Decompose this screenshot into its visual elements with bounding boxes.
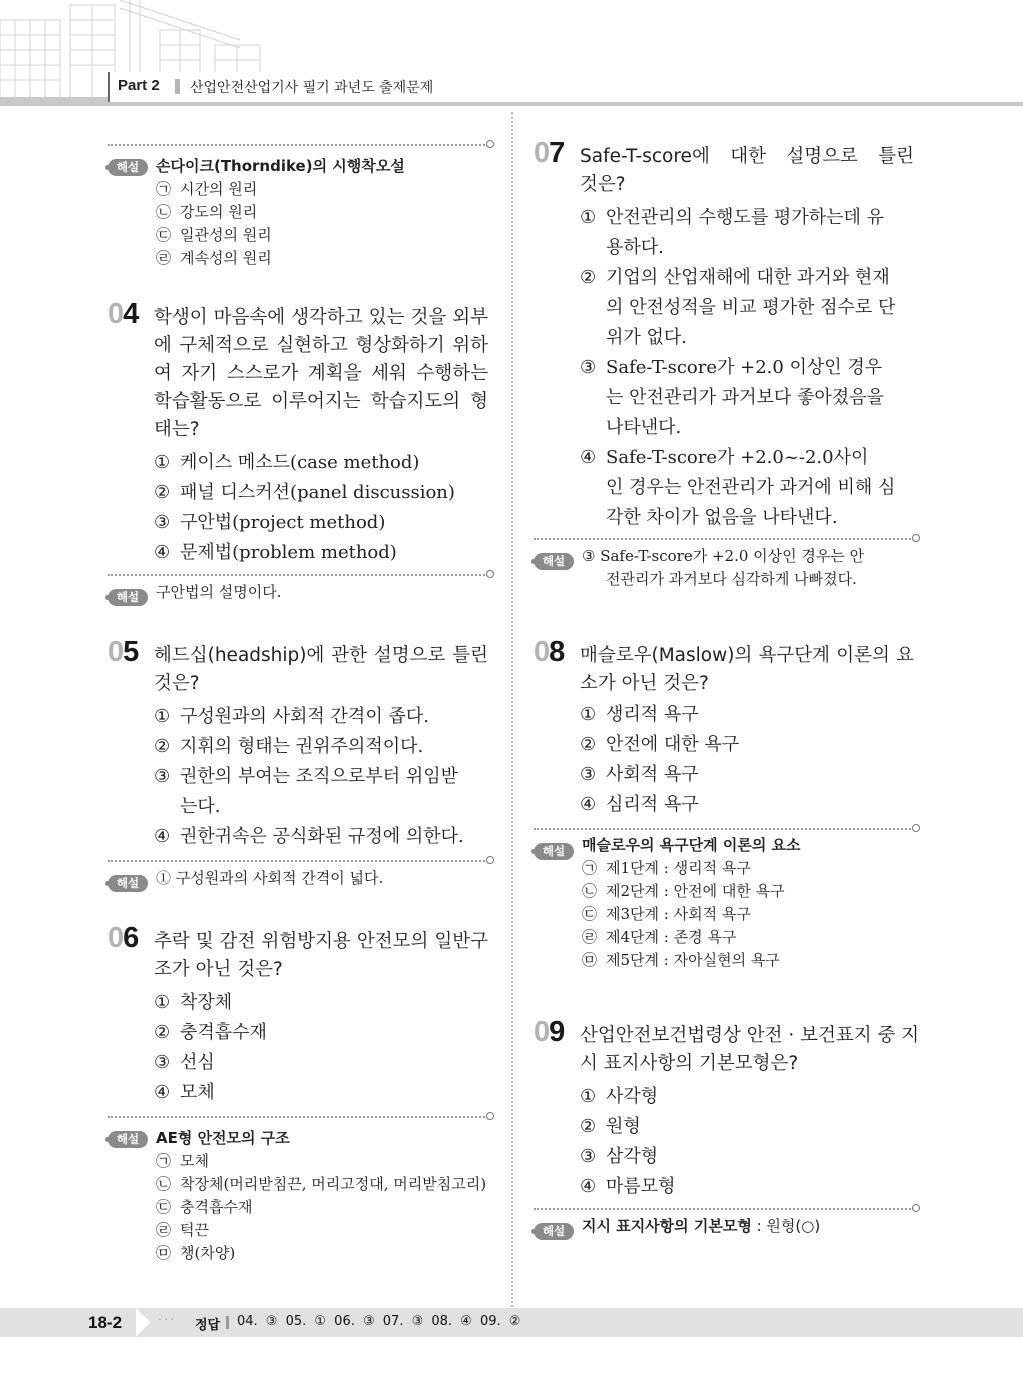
option-4[interactable]: ④ 심리적 욕구	[580, 794, 699, 815]
option-4[interactable]: ④ 문제법(problem method)	[154, 542, 397, 563]
option-4[interactable]: ④ 모체	[154, 1082, 215, 1103]
explanation-item: ㉡ 강도의 원리	[156, 203, 258, 221]
option-3[interactable]: ③ 구안법(project method)	[154, 512, 386, 533]
explanation-item: ㉤ 챙(차양)	[156, 1244, 236, 1262]
question-number: 07	[534, 137, 565, 169]
dotted-rule	[534, 828, 914, 830]
page-number: 18-2	[88, 1313, 123, 1332]
question-number: 08	[534, 636, 565, 668]
footer-dots-icon: ···	[158, 1313, 177, 1328]
running-header	[108, 72, 1023, 102]
option-1[interactable]: ① 사각형	[580, 1086, 659, 1107]
question-number: 09	[534, 1016, 565, 1048]
option-3[interactable]: ③ 사회적 욕구	[580, 764, 699, 785]
dotted-rule	[108, 1116, 488, 1118]
explanation-item: ㉠ 제1단계 : 생리적 욕구	[582, 859, 751, 877]
question-stem: 학생이 마음속에 생각하고 있는 것을 외부 에 구체적으로 실현하고 형상화하기 위하 여 자기 스스로가 계획을 세워 수행하는 학습활동으로 이루어지는 학습지도의 형 태는?	[154, 307, 488, 440]
explanation-item: ㉢ 충격흡수재	[156, 1198, 253, 1216]
explanation-badge: 해설	[534, 553, 574, 570]
explanation-text: 전관리가 과거보다 심각하게 나빠졌다.	[606, 570, 857, 588]
option-3[interactable]: ③ 삼각형	[580, 1146, 659, 1167]
explanation-text: ① 구성원과의 사회적 간격이 넓다.	[156, 869, 384, 887]
explanation-item: ㉢ 일관성의 원리	[156, 226, 272, 244]
option-3[interactable]: ③ 선심	[154, 1052, 215, 1073]
explanation-item: ㉡ 제2단계 : 안전에 대한 욕구	[582, 882, 785, 900]
option-list	[580, 1082, 676, 1202]
question-number: 04	[108, 298, 139, 330]
option-3[interactable]: ③ 권한의 부여는 조직으로부터 위임받 는다.	[154, 766, 458, 817]
header-separator	[175, 79, 180, 94]
option-1[interactable]: ① 구성원과의 사회적 간격이 좁다.	[154, 706, 429, 727]
explanation-item: ㉠ 시간의 원리	[156, 180, 258, 198]
question-stem: 산업안전보건법령상 안전 · 보건표지 중 지 시 표지사항의 기본모형은?	[580, 1025, 920, 1074]
column-divider	[511, 112, 513, 1307]
dotted-rule	[108, 144, 488, 146]
option-2[interactable]: ② 패널 디스커션(panel discussion)	[154, 482, 455, 503]
option-4[interactable]: ④ 마름모형	[580, 1176, 676, 1197]
explanation-text: 구안법의 설명이다.	[156, 583, 282, 601]
explanation-item: ㉢ 제3단계 : 사회적 욕구	[582, 905, 751, 923]
explanation-item: ㉠ 모체	[156, 1152, 209, 1170]
explanation-item: ㉣ 계속성의 원리	[156, 249, 272, 267]
question-number: 05	[108, 636, 139, 668]
option-4[interactable]: ④ 권한귀속은 공식화된 규정에 의한다.	[154, 826, 464, 847]
explanation-item: ㉤ 제5단계 : 자아실현의 욕구	[582, 951, 780, 969]
question-stem: 헤드십(headship)에 관한 설명으로 틀린 것은?	[154, 645, 488, 694]
question-stem: 매슬로우(Maslow)의 욕구단계 이론의 요 소가 아닌 것은?	[580, 645, 914, 694]
dotted-rule	[534, 1208, 914, 1210]
option-list	[154, 988, 267, 1108]
option-2[interactable]: ② 원형	[580, 1116, 641, 1137]
answer-key-label: 정답	[195, 1318, 221, 1333]
explanation-badge: 해설	[108, 159, 148, 176]
explanation-badge: 해설	[108, 875, 148, 892]
explanation-text: 지시 표지사항의 기본모형 : 원형(○)	[582, 1217, 821, 1235]
option-1[interactable]: ① 착장체	[154, 992, 233, 1013]
dotted-rule	[108, 860, 488, 862]
explanation-title: 매슬로우의 욕구단계 이론의 요소	[582, 836, 801, 854]
option-1[interactable]: ① 안전관리의 수행도를 평가하는데 유 용하다.	[580, 207, 884, 258]
option-list	[580, 700, 739, 820]
option-list	[580, 203, 914, 533]
option-3[interactable]: ③ Safe-T-score가 +2.0 이상인 경우 는 안전관리가 과거보다 좋아졌음을 나타낸다.	[580, 357, 884, 438]
explanation-title: 손다이크(Thorndike)의 시행착오설	[156, 157, 405, 175]
explanation-badge: 해설	[108, 1131, 148, 1148]
dotted-rule	[534, 538, 914, 540]
footer-arrow-icon	[136, 1308, 150, 1337]
explanation-item: ㉣ 턱끈	[156, 1221, 209, 1239]
option-2[interactable]: ② 안전에 대한 욕구	[580, 734, 740, 755]
header-book-title: 산업안전산업기사 필기 과년도 출제문제	[190, 80, 434, 96]
option-1[interactable]: ① 케이스 메소드(case method)	[154, 452, 420, 473]
explanation-item: ㉣ 제4단계 : 존경 욕구	[582, 928, 737, 946]
option-4[interactable]: ④ Safe-T-score가 +2.0~-2.0사이 인 경우는 안전관리가 과거에 비해 심 각한 차이가 없음을 나타낸다.	[580, 447, 896, 528]
answer-key: 04. ③ 05. ① 06. ③ 07. ③ 08. ④ 09. ②	[237, 1314, 521, 1329]
option-list	[154, 702, 464, 852]
question-stem: 추락 및 감전 위험방지용 안전모의 일반구 조가 아닌 것은?	[154, 931, 488, 980]
option-2[interactable]: ② 기업의 산업재해에 대한 과거와 현재 의 안전성적을 비교 평가한 점수로 단 위가 없다.	[580, 267, 896, 348]
dotted-rule	[108, 574, 488, 576]
option-2[interactable]: ② 지휘의 형태는 권위주의적이다.	[154, 736, 424, 757]
option-2[interactable]: ② 충격흡수재	[154, 1022, 267, 1043]
question-stem: Safe-T-score에 대한 설명으로 틀린 것은?	[580, 146, 914, 195]
footer-separator	[226, 1316, 229, 1329]
explanation-text: ③ Safe-T-score가 +2.0 이상인 경우는 안	[582, 547, 865, 565]
explanation-title: AE형 안전모의 구조	[156, 1129, 290, 1147]
option-1[interactable]: ① 생리적 욕구	[580, 704, 699, 725]
header-part-label: Part 2	[118, 77, 160, 94]
question-number: 06	[108, 922, 139, 954]
explanation-badge: 해설	[534, 1223, 574, 1240]
option-list	[154, 448, 455, 568]
explanation-badge: 해설	[108, 589, 148, 606]
explanation-item: ㉡ 착장체(머리받침끈, 머리고정대, 머리받침고리)	[156, 1175, 487, 1193]
explanation-badge: 해설	[534, 843, 574, 860]
